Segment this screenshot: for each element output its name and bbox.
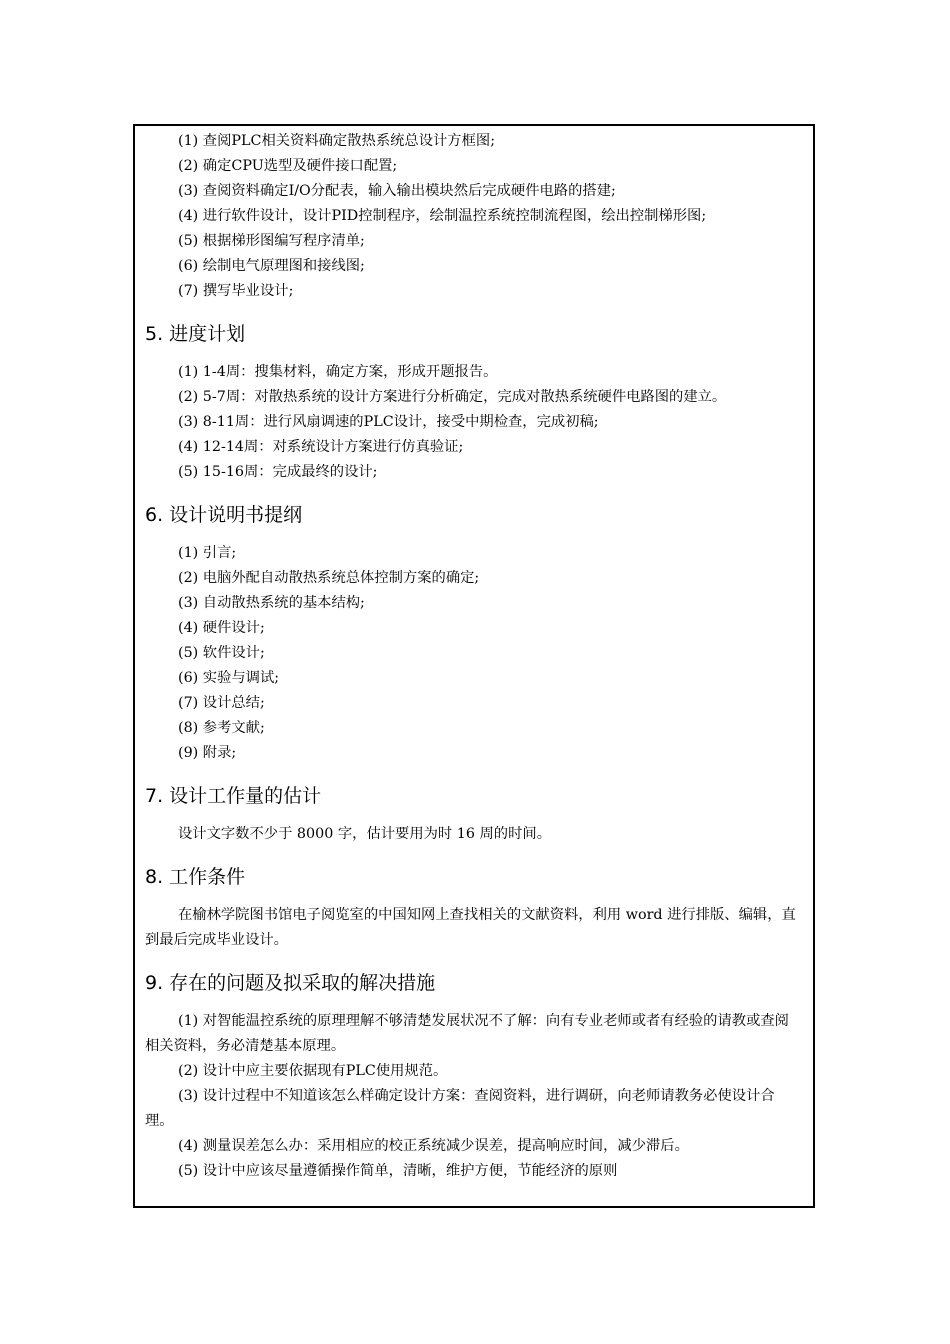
section-heading-problems: 9. 存在的问题及拟采取的解决措施 (145, 972, 436, 994)
list-item: (8) 参考文献; (178, 720, 265, 736)
document-table-cell (133, 124, 815, 1208)
section-heading-workload: 7. 设计工作量的估计 (145, 785, 322, 807)
list-item: (4) 进行软件设计，设计PID控制程序，绘制温控系统控制流程图，绘出控制梯形图; (178, 208, 707, 224)
list-item: (2) 电脑外配自动散热系统总体控制方案的确定; (178, 570, 480, 586)
list-item: (7) 撰写毕业设计; (178, 283, 294, 299)
outline-list (145, 541, 803, 766)
conditions-paragraph: 在榆林学院图书馆电子阅览室的中国知网上查找相关的文献资料，利用 word 进行排版、编辑，直到最后完成毕业设计。 (145, 907, 796, 948)
list-item: (1) 引言; (178, 545, 237, 561)
problem-paragraph: (5) 设计中应该尽量遵循操作简单，清晰，维护方便，节能经济的原则 (178, 1163, 618, 1179)
list-item: (5) 15-16周：完成最终的设计; (178, 464, 378, 480)
problem-paragraph: (3) 设计过程中不知道该怎么样确定设计方案：查阅资料，进行调研，向老师请教务必使设计合理。 (145, 1088, 775, 1129)
list-item: (4) 硬件设计; (178, 620, 265, 636)
problem-paragraph: (1) 对智能温控系统的原理理解不够清楚发展状况不了解：向有专业老师或者有经验的请教或查阅相关资料，务必清楚基本原理。 (145, 1013, 789, 1054)
section-heading-outline: 6. 设计说明书提纲 (145, 504, 303, 526)
list-item: (6) 实验与调试; (178, 670, 280, 686)
list-item: (3) 8-11周：进行风扇调速的PLC设计，接受中期检查，完成初稿; (178, 414, 599, 430)
list-item: (2) 确定CPU选型及硬件接口配置; (178, 158, 398, 174)
schedule-list (145, 360, 803, 485)
list-item: (3) 查阅资料确定I/O分配表，输入输出模块然后完成硬件电路的搭建; (178, 183, 616, 199)
section-heading-conditions: 8. 工作条件 (145, 866, 246, 888)
list-item: (1) 查阅PLC相关资料确定散热系统总设计方框图; (178, 133, 496, 149)
list-item: (5) 软件设计; (178, 645, 265, 661)
list-item: (5) 根据梯形图编写程序清单; (178, 233, 365, 249)
problem-paragraph: (4) 测量误差怎么办：采用相应的校正系统减少误差，提高响应时间，减少滞后。 (178, 1138, 689, 1154)
section-heading-schedule: 5. 进度计划 (145, 323, 246, 345)
list-item: (9) 附录; (178, 745, 237, 761)
list-item: (4) 12-14周：对系统设计方案进行仿真验证; (178, 439, 464, 455)
problem-paragraph: (2) 设计中应主要依据现有PLC使用规范。 (178, 1063, 448, 1079)
list-item: (2) 5-7周：对散热系统的设计方案进行分析确定，完成对散热系统硬件电路图的建立。 (178, 389, 727, 405)
list-item: (1) 1-4周：搜集材料，确定方案，形成开题报告。 (178, 364, 498, 380)
task-list (145, 129, 803, 304)
list-item: (3) 自动散热系统的基本结构; (178, 595, 365, 611)
list-item: (7) 设计总结; (178, 695, 265, 711)
list-item: (6) 绘制电气原理图和接线图; (178, 258, 365, 274)
workload-paragraph: 设计文字数不少于 8000 字，估计要用为时 16 周的时间。 (178, 826, 551, 842)
